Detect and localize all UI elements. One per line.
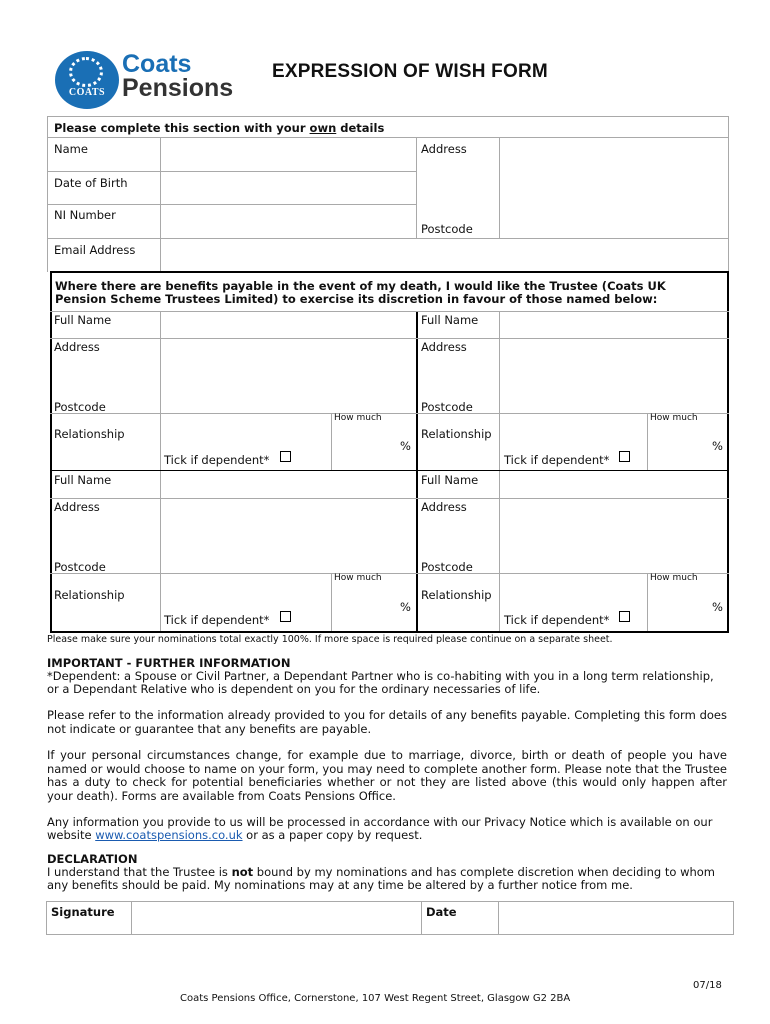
- nominee-1-relationship-label: Relationship: [54, 427, 125, 441]
- website-link[interactable]: www.coatspensions.co.uk: [95, 828, 243, 842]
- nominee-2-full-name-field[interactable]: [500, 312, 727, 338]
- nominations-heading-line-2: Pension Scheme Trustees Limited) to exercise its discretion in favour of those named below:: [55, 292, 658, 306]
- name-label: Name: [54, 142, 88, 156]
- postcode-label: Postcode: [421, 222, 473, 236]
- circumstances-paragraph: If your personal circumstances change, for example due to marriage, divorce, birth or death of people you have named or would choose to name on your form, you may need to complete another form. Please note that the Trustee has a duty to check for potential beneficiaries whether or not they are listed above (this would only happen after your death). Forms are available from Coats Pensions Office.: [47, 748, 727, 803]
- nominee-1-percent-sign: %: [400, 439, 411, 453]
- nominee-2-how-much-label: How much: [650, 413, 698, 423]
- nominee-4-how-much-label: How much: [650, 573, 698, 583]
- nominee-3-address-label: Address: [54, 500, 100, 514]
- nominee-3-dependent-checkbox[interactable]: [280, 611, 291, 622]
- nominee-2-full-name-label: Full Name: [421, 313, 479, 327]
- address-label: Address: [421, 142, 467, 156]
- privacy-line-2: website www.coatspensions.co.uk or as a paper copy by request.: [47, 828, 423, 842]
- nominee-3-full-name-field[interactable]: [161, 471, 416, 498]
- nominee-4-dependent-checkbox[interactable]: [619, 611, 630, 622]
- nominee-1-how-much-label: How much: [334, 413, 382, 423]
- logo-badge-text: COATS: [68, 87, 106, 98]
- nominee-3-percent-sign: %: [400, 600, 411, 614]
- benefits-info-paragraph: Please refer to the information already provided to you for details of any benefits payable. Completing this form does not indicate or guarantee that any benefits are payable.: [47, 708, 727, 736]
- logo-line-1: Coats: [122, 50, 192, 78]
- declaration-line-1: I understand that the Trustee is not bound by my nominations and has complete discretion when deciding to whom: [47, 865, 716, 879]
- dependent-definition-line-2: or a Dependant Relative who is dependent on you for the ordinary necessaries of life.: [47, 682, 541, 696]
- dob-field[interactable]: [161, 172, 416, 204]
- page-title: EXPRESSION OF WISH FORM: [272, 61, 548, 82]
- nominee-3-full-name-label: Full Name: [54, 473, 112, 487]
- nominee-3-postcode-label: Postcode: [54, 560, 106, 574]
- email-field[interactable]: [161, 239, 728, 272]
- nominee-4-relationship-label: Relationship: [421, 588, 492, 602]
- dependent-definition-line-1: *Dependent: a Spouse or Civil Partner, a Dependant Partner who is co-habiting with you in a long term relationship,: [47, 669, 714, 683]
- privacy-line-1: Any information you provide to us will be processed in accordance with our Privacy Notice which is available on our: [47, 815, 713, 829]
- nominee-1-postcode-label: Postcode: [54, 400, 106, 414]
- coats-logo-badge: [55, 51, 119, 109]
- nominee-2-address-field[interactable]: [500, 339, 727, 413]
- nominee-2-percent-sign: %: [712, 439, 723, 453]
- nominee-3-how-much-field[interactable]: [332, 584, 402, 624]
- declaration-heading: DECLARATION: [47, 852, 138, 866]
- date-field[interactable]: [499, 902, 733, 934]
- ni-number-label: NI Number: [54, 208, 116, 222]
- nominee-4-postcode-label: Postcode: [421, 560, 473, 574]
- email-label: Email Address: [54, 243, 136, 257]
- nominee-1-full-name-label: Full Name: [54, 313, 112, 327]
- nominee-1-how-much-field[interactable]: [332, 424, 402, 464]
- nominee-4-address-field[interactable]: [500, 499, 727, 573]
- nominee-1-address-field[interactable]: [161, 339, 416, 413]
- further-info-heading: IMPORTANT - FURTHER INFORMATION: [47, 656, 291, 670]
- footer-address: Coats Pensions Office, Cornerstone, 107 West Regent Street, Glasgow G2 2BA: [180, 993, 571, 1004]
- dob-label: Date of Birth: [54, 176, 128, 190]
- nominee-2-address-label: Address: [421, 340, 467, 354]
- address-field[interactable]: [500, 138, 728, 238]
- nominee-2-dependent-checkbox[interactable]: [619, 451, 630, 462]
- nominee-4-full-name-field[interactable]: [500, 471, 727, 498]
- form-version: 07/18: [693, 980, 722, 991]
- nominee-1-tick-dependent-label: Tick if dependent*: [164, 453, 270, 467]
- nominee-1-address-label: Address: [54, 340, 100, 354]
- logo-wordmark: [122, 52, 233, 100]
- nominations-heading-line-1: Where there are benefits payable in the event of my death, I would like the Trustee (Coats UK: [55, 279, 666, 293]
- name-field[interactable]: [161, 138, 416, 171]
- signature-field[interactable]: [132, 902, 421, 934]
- logo-line-2: Pensions: [122, 74, 234, 102]
- nominee-3-tick-dependent-label: Tick if dependent*: [164, 613, 270, 627]
- ni-number-field[interactable]: [161, 205, 416, 238]
- nominee-1-full-name-field[interactable]: [161, 312, 416, 338]
- nominee-4-percent-sign: %: [712, 600, 723, 614]
- nominee-2-tick-dependent-label: Tick if dependent*: [504, 453, 610, 467]
- nominee-3-relationship-label: Relationship: [54, 588, 125, 602]
- nominee-4-how-much-field[interactable]: [648, 584, 714, 624]
- nominee-3-how-much-label: How much: [334, 573, 382, 583]
- declaration-line-2: any benefits should be paid. My nominations may at any time be altered by a further notice from me.: [47, 878, 633, 892]
- nominations-note: Please make sure your nominations total exactly 100%. If more space is required please continue on a separate sheet.: [47, 634, 613, 645]
- nominee-2-postcode-label: Postcode: [421, 400, 473, 414]
- nominee-1-dependent-checkbox[interactable]: [280, 451, 291, 462]
- date-label: Date: [426, 905, 457, 919]
- nominee-4-address-label: Address: [421, 500, 467, 514]
- nominee-2-relationship-label: Relationship: [421, 427, 492, 441]
- nominee-3-address-field[interactable]: [161, 499, 416, 573]
- nominee-2-how-much-field[interactable]: [648, 424, 714, 464]
- own-details-heading: Please complete this section with your own details: [54, 121, 385, 135]
- chain-ring-icon: [69, 57, 103, 87]
- signature-label: Signature: [51, 905, 115, 919]
- nominee-4-tick-dependent-label: Tick if dependent*: [504, 613, 610, 627]
- nominee-4-full-name-label: Full Name: [421, 473, 479, 487]
